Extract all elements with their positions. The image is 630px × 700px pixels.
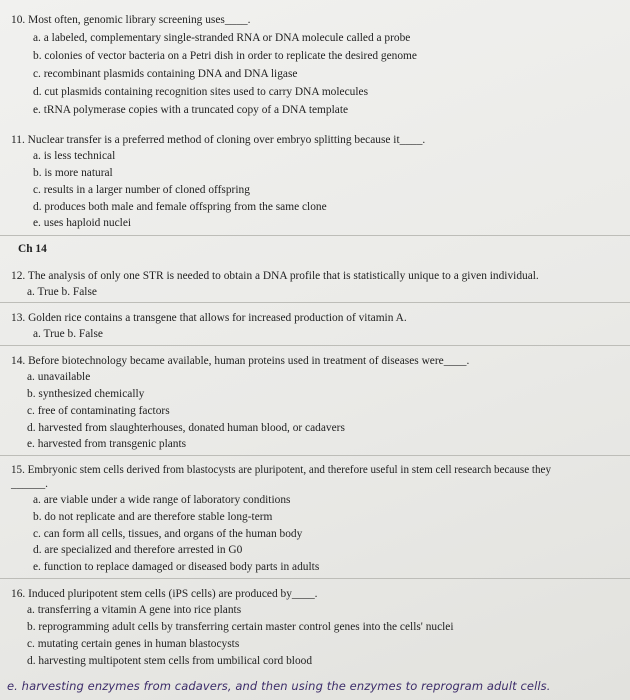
question-10-option-b: b. colonies of vector bacteria on a Petri dish in order to replicate the desired genome (33, 50, 417, 62)
question-11-option-e: e. uses haploid nuclei (33, 217, 132, 229)
question-16-option-d: d. harvesting multipotent stem cells from umbilical cord blood (27, 655, 313, 667)
question-15-option-a: a. are viable under a wide range of laboratory conditions (33, 494, 291, 506)
question-11-option-b: b. is more natural (33, 167, 113, 179)
question-12-options: a. True b. False (27, 286, 97, 298)
question-16-stem: 16. Induced pluripotent stem cells (iPS cells) are produced by____. (11, 588, 318, 600)
question-10-option-d: d. cut plasmids containing recognition sites used to carry DNA molecules (33, 86, 369, 98)
question-11-option-d: d. produces both male and female offspring from the same clone (33, 201, 327, 213)
divider (0, 455, 630, 456)
question-15-option-d: d. are specialized and therefore arrested in G0 (33, 544, 243, 556)
question-15-option-b: b. do not replicate and are therefore stable long-term (33, 511, 273, 523)
handwritten-answer: e. harvesting enzymes from cadavers, and then using the enzymes to reprogram adult cells. (7, 679, 551, 693)
question-14-option-d: d. harvested from slaughterhouses, donated human blood, or cadavers (27, 422, 345, 434)
question-15-stem: 15. Embryonic stem cells derived from blastocysts are pluripotent, and therefore useful in stem cell research because they (11, 464, 552, 476)
question-15-option-e: e. function to replace damaged or diseased body parts in adults (33, 561, 320, 573)
divider (0, 235, 630, 236)
question-11-option-c: c. results in a larger number of cloned offspring (33, 184, 250, 196)
question-14-stem: 14. Before biotechnology became available, human proteins used in treatment of diseases were____. (11, 355, 470, 367)
question-10-option-c: c. recombinant plasmids containing DNA and DNA ligase (33, 68, 298, 80)
question-16-option-b: b. reprogramming adult cells by transferring certain master control genes into the cells' nuclei (27, 621, 454, 633)
question-14-option-b: b. synthesized chemically (27, 388, 145, 400)
question-10-option-a: a. a labeled, complementary single-stranded RNA or DNA molecule called a probe (33, 32, 411, 44)
question-16-option-a: a. transferring a vitamin A gene into rice plants (27, 604, 242, 616)
question-14-option-c: c. free of contaminating factors (27, 405, 170, 417)
question-11-option-a: a. is less technical (33, 150, 116, 162)
question-14-option-a: a. unavailable (27, 371, 91, 383)
question-13-options: a. True b. False (33, 328, 103, 340)
question-12-stem: 12. The analysis of only one STR is needed to obtain a DNA profile that is statistically unique to a given individual. (11, 270, 539, 282)
divider (0, 578, 630, 579)
question-14-option-e: e. harvested from transgenic plants (27, 438, 187, 450)
question-13-stem: 13. Golden rice contains a transgene that allows for increased production of vitamin A. (11, 312, 407, 324)
section-heading: Ch 14 (18, 243, 47, 255)
question-15-stem-continuation: ______. (11, 478, 49, 490)
question-11-stem: 11. Nuclear transfer is a preferred method of cloning over embryo splitting because it____. (11, 134, 426, 146)
divider (0, 302, 630, 303)
question-10-option-e: e. tRNA polymerase copies with a truncated copy of a DNA template (33, 104, 349, 116)
question-10-stem: 10. Most often, genomic library screening uses____. (11, 14, 251, 26)
question-16-option-c: c. mutating certain genes in human blastocysts (27, 638, 240, 650)
question-15-option-c: c. can form all cells, tissues, and organs of the human body (33, 528, 303, 540)
divider (0, 345, 630, 346)
